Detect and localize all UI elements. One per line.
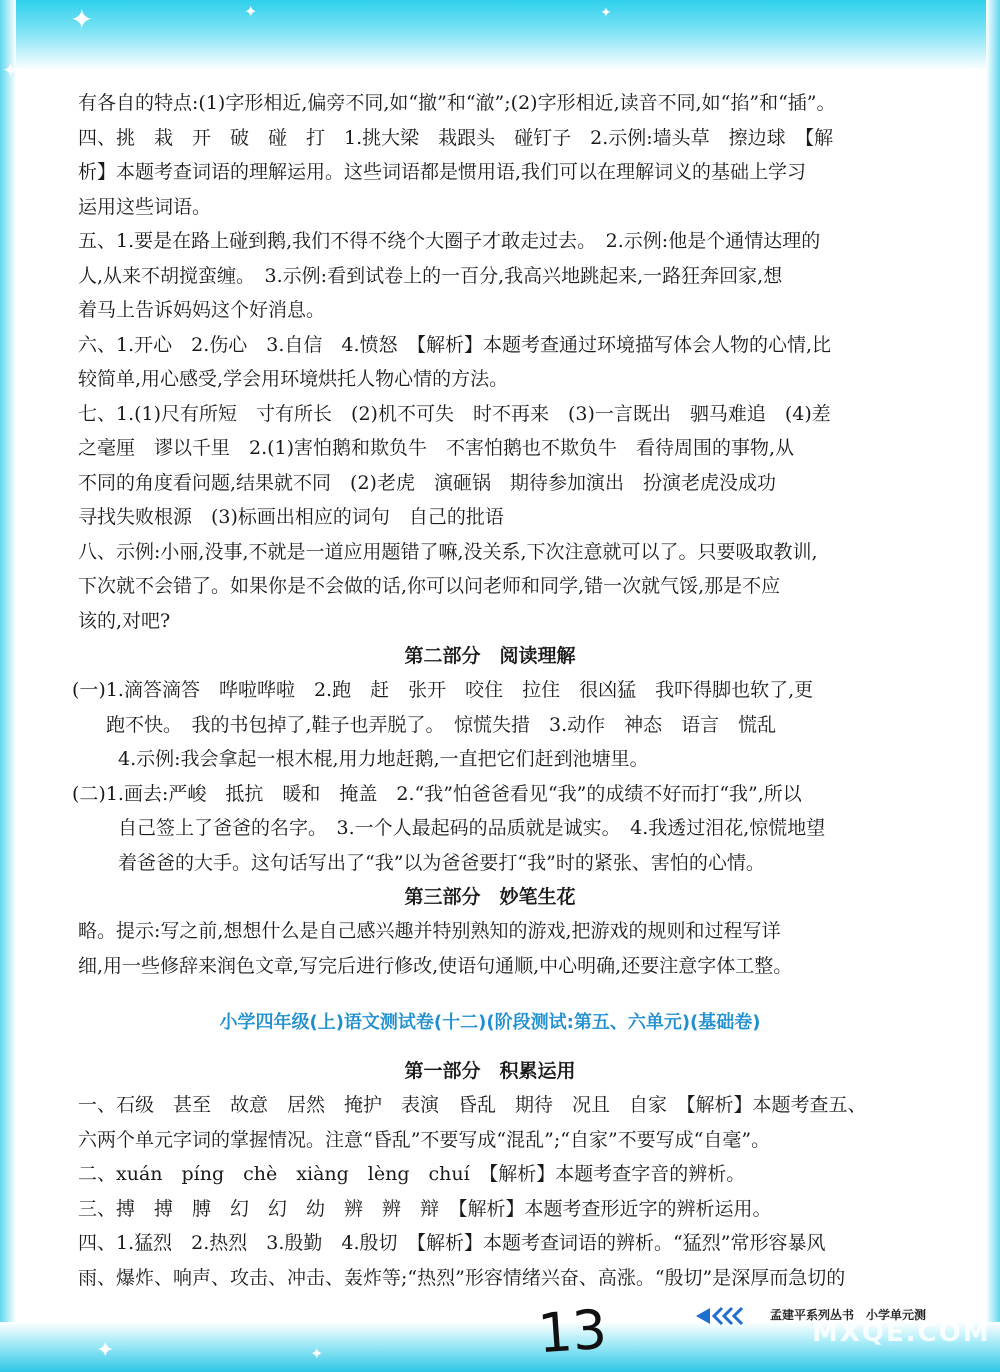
right-decorative-edge — [986, 0, 1000, 1372]
text-line: 雨、爆炸、响声、攻击、冲击、轰炸等;“热烈”形容情绪兴奋、高涨。“殷切”是深厚而急切的 — [78, 1267, 846, 1289]
text-line: 一、石级 甚至 故意 居然 掩护 表演 昏乱 期待 况且 自家 【解析】本题考查五、 — [78, 1094, 867, 1116]
sparkle-icon: ✦ — [2, 58, 19, 82]
text-line: 八、示例:小丽,没事,不就是一道应用题错了嘛,没关系,下次注意就可以了。只要吸取教训, — [78, 541, 818, 563]
sparkle-icon: ✦ — [310, 1344, 324, 1363]
text-line: 析】本题考查词语的理解运用。这些词语都是惯用语,我们可以在理解词义的基础上学习 — [78, 161, 807, 183]
text-line: 之毫厘 谬以千里 2.(1)害怕鹅和欺负牛 不害怕鹅也不欺负牛 看待周围的事物,从 — [78, 437, 795, 459]
text-line: 运用这些词语。 — [78, 196, 212, 218]
text-line: 跑不快。 我的书包掉了,鞋子也弄脱了。 惊慌失措 3.动作 神态 语言 慌乱 — [106, 714, 777, 736]
text-line: 人,从来不胡搅蛮缠。 3.示例:看到试卷上的一百分,我高兴地跳起来,一路狂奔回家,想 — [78, 265, 783, 287]
text-line: 较简单,用心感受,学会用环境烘托人物心情的方法。 — [78, 368, 509, 390]
text-line: 四、1.猛烈 2.热烈 3.殷勤 4.殷切 【解析】本题考查词语的辨析。“猛烈”常形容暴风 — [78, 1232, 826, 1254]
sparkle-icon: ✦ — [96, 1338, 115, 1363]
text-line: 七、1.(1)尺有所短 寸有所长 (2)机不可失 时不再来 (3)一言既出 驷马难追 (4)差 — [78, 403, 831, 425]
text-line: 自己签上了爸爸的名字。 3.一个人最起码的品质就是诚实。 4.我透过泪花,惊慌地望 — [118, 817, 826, 839]
text-line: 二、xuán píng chè xiàng lèng chuí 【解析】本题考查字音的辨析。 — [78, 1163, 746, 1185]
text-line: 着马上告诉妈妈这个好消息。 — [78, 299, 326, 321]
text-line: 四、挑 栽 开 破 碰 打 1.挑大梁 栽跟头 碰钉子 2.示例:墙头草 擦边球 【解 — [78, 127, 834, 149]
watermark: MXQE.COM — [812, 1318, 991, 1348]
sparkle-icon: ✦ — [600, 5, 612, 21]
text-line: 有各自的特点:(1)字形相近,偏旁不同,如“撤”和“澈”;(2)字形相近,读音不同,如“掐”和“插”。 — [78, 92, 836, 114]
section-heading: 第二部分 阅读理解 — [404, 645, 576, 667]
test-title: 小学四年级(上)语文测试卷(十二)(阶段测试:第五、六单元)(基础卷) — [219, 1012, 761, 1033]
left-decorative-edge — [0, 0, 16, 1372]
section-heading: 第一部分 积累运用 — [404, 1060, 576, 1082]
text-line: 4.示例:我会拿起一根木棍,用力地赶鹅,一直把它们赶到池塘里。 — [118, 748, 649, 770]
text-line: 寻找失败根源 (3)标画出相应的词句 自己的批语 — [78, 506, 504, 528]
text-line: 该的,对吧? — [78, 610, 171, 632]
text-line: (二)1.画去:严峻 抵抗 暖和 掩盖 2.“我”怕爸爸看见“我”的成绩不好而打“我”,所以 — [72, 783, 802, 805]
arrow-left-icon — [696, 1306, 756, 1326]
text-line: 五、1.要是在路上碰到鹅,我们不得不绕个大圈子才敢走过去。 2.示例:他是个通情达理的 — [78, 230, 821, 252]
text-line: 着爸爸的大手。这句话写出了“我”以为爸爸要打“我”时的紧张、害怕的心情。 — [118, 852, 765, 874]
text-line: (一)1.滴答滴答 哗啦哗啦 2.跑 赶 张开 咬住 拉住 很凶猛 我吓得脚也软了,更 — [72, 679, 814, 701]
text-line: 不同的角度看问题,结果就不同 (2)老虎 演砸锅 期待参加演出 扮演老虎没成功 — [78, 472, 776, 494]
page-number: 13 — [535, 1297, 609, 1366]
sparkle-icon: ✦ — [244, 2, 258, 21]
top-decorative-band — [0, 0, 1000, 70]
section-heading: 第三部分 妙笔生花 — [404, 886, 576, 908]
text-line: 略。提示:写之前,想想什么是自己感兴趣并特别熟知的游戏,把游戏的规则和过程写详 — [78, 920, 781, 942]
text-line: 下次就不会错了。如果你是不会做的话,你可以问老师和同学,错一次就气馁,那是不应 — [78, 575, 781, 597]
series-footer: 孟建平系列丛书 小学单元测 — [770, 1308, 927, 1322]
text-line: 三、搏 搏 膊 幻 幻 幼 辨 辨 辩 【解析】本题考查形近字的辨析运用。 — [78, 1198, 772, 1220]
text-line: 六、1.开心 2.伤心 3.自信 4.愤怒 【解析】本题考查通过环境描写体会人物的心情,比 — [78, 334, 832, 356]
sparkle-icon: ✦ — [70, 3, 94, 36]
text-line: 细,用一些修辞来润色文章,写完后进行修改,使语句通顺,中心明确,还要注意字体工整。 — [78, 955, 793, 977]
text-line: 六两个单元字词的掌握情况。注意“昏乱”不要写成“混乱”;“自家”不要写成“自毫”。 — [78, 1129, 771, 1151]
